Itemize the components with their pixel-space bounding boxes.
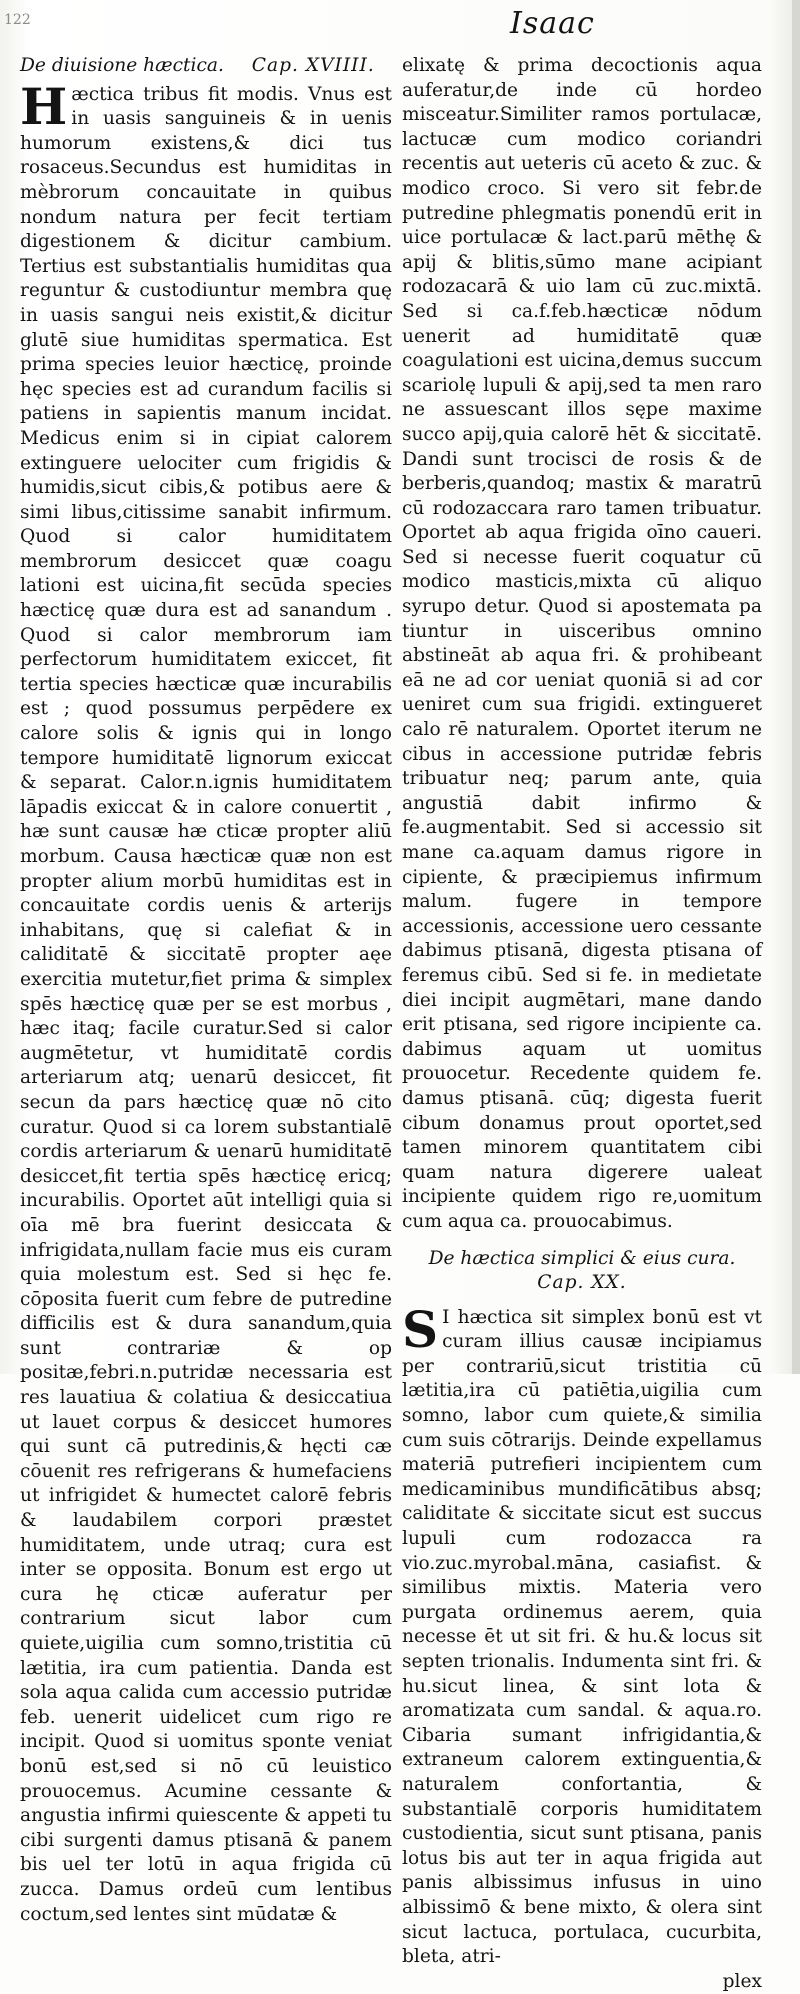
chapter-title: De diuisione hæctica. xyxy=(20,55,224,76)
body-text-2 xyxy=(402,1299,762,1970)
chapter-number-2: Cap. XX. xyxy=(537,1272,627,1294)
chapter-number: Cap. XVIIII. xyxy=(251,55,375,76)
drop-cap: H xyxy=(20,76,68,136)
catchword: plex xyxy=(722,1970,762,1992)
chapter-heading xyxy=(20,54,392,79)
page-edge-shadow xyxy=(792,0,800,1374)
left-column xyxy=(20,54,392,1927)
body-text xyxy=(20,76,392,1928)
paragraph-2: I hæctica sit simplex bonū est vt curam illius causæ incipiamus per contrariū,sicut tristitia cū lætitia,ira cū patiētia,uigilia cum somno, labor cum quiete,& similia cum suis cōtrarijs. Deinde expellamus materiā putrefieri incipientem cum medicaminibus mundificātibus absq; caliditate & siccitate sicut est succus lupuli cum rodozacca ra vio.zuc.myrobal.māna, casiafist. & similibus mixtis. Materia vero purgata ordinemus aerem, quia necesse ēt ut sit fri. & hu.& locus sit septen trionalis. Indumenta sint fri. & hu.sicut linea, & sint lota & aromatizata cum sandal. & aqua.ro. Cibaria sumant infrigidantia,& extraneum calorem extinguentia,& naturalem confortantia, & substantialē corporis humiditatem custodientia, sicut sunt ptisana, panis lotus bis aut ter in aqua frigida aut panis albissimus infusus in uino albissimō & bene mixto, & olera sint sicut lactuca, portulaca, cucurbita, bleta, atri- xyxy=(402,1306,762,1968)
body-text-continued: elixatę & prima decoctionis aqua auferatur,de inde cū hordeo misceatur.Similiter ramos portulacæ, lactucæ cum modico coriandri recentis aut ueteris cū aceto & zuc. & modico croco. Si vero sit febr.de putredine phlegmatis ponendū erit in uice portulacæ & lact.parū mēthę & apij & blitis,sūmo mane acipiant rodozacarā & uio lam cū zuc.mixtā. Sed si ca.f.feb.hæcticæ nōdum uenerit ad humiditatē quæ coagulationi est uicina,demus succum scariolę lupuli & apij,sed ta men raro ne assuescant illos sępe maxime succo apij,quia calorē hēt & siccitatē. Dandi sunt trocisci de rosis & de berberis,quandoq; mastix & maratrū cū rodozaccara raro tamen tribuatur. Oportet ab aqua frigida oīno caueri. Sed si necesse fuerit coquatur cū modico masticis,mixta cū aliquo syrupo detur. Quod si apostemata pa tiuntur in uisceribus omnino abstineāt ab aqua fri. & prohibeant eā ne ad cor ueniat quoniā si ad cor ueniret cum sua frigidi. extingueret calo rē naturalem. Oportet iterum ne cibus in accessione putridæ febris tribuatur neq; parum ante, quia angustiā dabit infirmo & fe.augmentabit. Sed si accessio sit mane ca.aquam damus rigore in cipiente, & præcipiemus infirmum malum. fugere in tempore accessionis, accessione uero cessante dabimus ptisanā, digesta ptisana of feremus cibū. Sed si fe. in medietate diei incipit augmētari, mane dando erit ptisana, sed rigore incipiente ca. dabimus aquam ut uomitus prouocetur. Recedente quidem fe. damus ptisanā. cūq; digesta fuerit cibum donamus prout oportet,sed tamen minorem quantitatem cibi quam natura digerere ualeat incipiente quidem rigo re,uomitum cum aqua ca. prouocabimus. xyxy=(402,55,762,1232)
drop-cap-2: S xyxy=(402,1299,439,1359)
running-head: Isaac xyxy=(510,6,595,41)
paragraph: æctica tribus fit modis. Vnus est in uasis sanguineis & in uenis humorum existens,& dici tus rosaceus.Secundus est humiditas in mèbrorum concauitate in quibus nondum natura per fecit tertiam digestionem & dicitur cambium. Tertius est substantialis humiditas qua reguntur & custodiuntur membra quę in uasis sangui neis existit,& dicitur glutē siue humiditas spermatica. Est prima species leuior hæcticę, proinde hęc species est ad curandum facilis si patiens in sapientis manum incidat. Medicus enim si in cipiat calorem extinguere uelociter cum frigidis & humidis,sicut cibis,& potibus aere & simi libus,citissime sanabit infirmum. Quod si calor humiditatem membrorum desiccet quæ coagu lationi est uicina,fit secūda species hæcticę quæ dura est ad sanandum . Quod si calor membrorum iam perfectorum humiditatem exiccet, fit tertia species hæcticæ quæ incurabilis est ; quod possumus perpēdere ex calore solis & ignis qui in longo tempore humiditatē lignorum exiccat & separat. Calor.n.ignis humiditatem lāpadis exiccat & in calore conuertit , hæ sunt causæ hæ cticæ propter aliū morbum. Causa hæcticæ quæ non est propter alium morbū humiditas est in concauitate cordis uenis & arterijs inhabitans, quę si calefiat & in caliditatē & siccitatē propter aęe exercitia mutetur,fiet prima & simplex spēs hæcticę quæ per se est morbus , hæc itaq; facile curatur.Sed si calor augmētetur, vt humiditatē cordis arteriarum atq; uenarū desiccet, fit secun da pars hæcticę quæ nō cito curatur. Quod si ca lorem substantialē cordis arteriarum & uenarū humiditatē desiccet,fit tertia spēs hæcticę ericq; incurabilis. Oportet aūt intelligi quia si oīa mē bra fuerint desiccata & infrigidata,nullam facie mus eis curam quia molestum est. Sed si hęc fe. cōposita fuerit cum febre de putredine difficilis est & dura sanandum,quia sunt contrariæ & op positæ,febri.n.putridæ necessaria est res lauatiua & colatiua & desiccatiua ut lauet corpus & desiccet humores qui sunt cā putredinis,& hęcti cæ cōuenit res refrigerans & humefaciens ut infrigidet & humectet calorē febris & laudabilem corpori præstet humiditatem, unde utraq; cura est inter se opposita. Bonum est ergo ut cura hę cticæ auferatur per contrarium sicut labor cum quiete,uigilia cum somno,tristitia cū lætitia, ira cum patientia. Danda est sola aqua calida cum accessio putridæ feb. uenerit uidelicet cum rigo re incipit. Quod si uomitus sponte veniat bonū est,sed si nō cū leuistico prouocemus. Acumine cessante & angustia infirmi quiescente & appeti tu cibi surgenti damus ptisanā & panem bis uel ter lotū in aqua frigida cū zucca. Damus ordeū cum lentibus coctum,sed lentes sint mūdatæ & xyxy=(20,83,392,1925)
right-column xyxy=(402,54,762,1994)
page-number: 122 xyxy=(4,12,31,28)
chapter-title-2: De hæctica simplici & eius cura. xyxy=(428,1247,736,1269)
